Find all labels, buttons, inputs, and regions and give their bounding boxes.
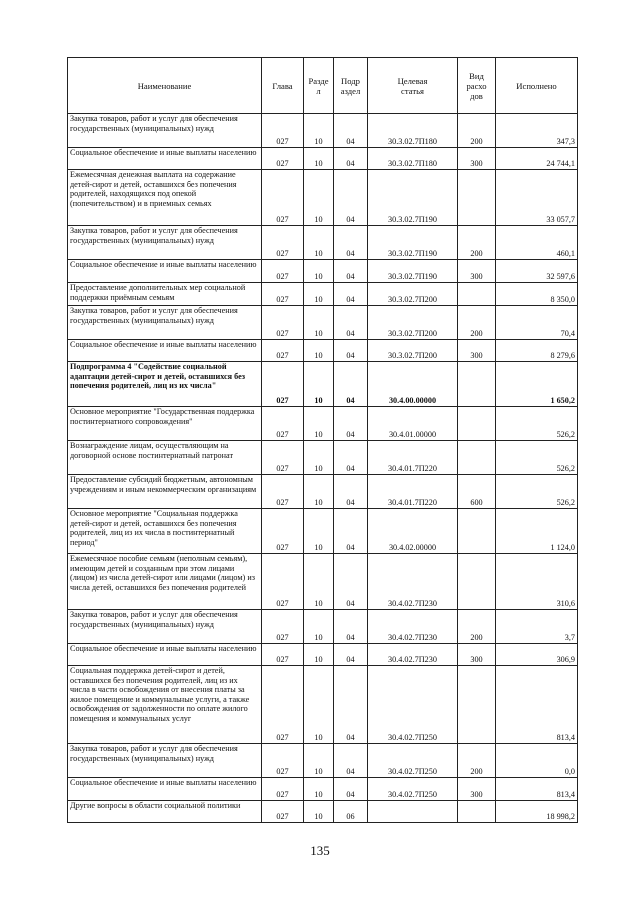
row-name: Социальное обеспечение и иные выплаты населению (68, 778, 262, 801)
row-chapter: 027 (262, 610, 304, 644)
row-name: Основное мероприятие "Социальная поддержка детей-сирот и детей, оставшихся без попечения родителей, лиц из их числа в постинтернатный период" (68, 509, 262, 554)
row-expense-type (458, 407, 496, 441)
row-subsection: 04 (334, 340, 368, 362)
table-row (68, 170, 578, 226)
row-section: 10 (304, 340, 334, 362)
row-section: 10 (304, 260, 334, 283)
row-name: Закупка товаров, работ и услуг для обеспечения государственных (муниципальных) нужд (68, 114, 262, 148)
row-subsection: 04 (334, 554, 368, 610)
table-row (68, 610, 578, 644)
row-subsection: 04 (334, 362, 368, 407)
row-subsection: 04 (334, 644, 368, 666)
row-expense-type (458, 509, 496, 554)
row-executed: 0,0 (496, 744, 578, 778)
row-target: 30.4.01.7П220 (368, 441, 458, 475)
row-chapter: 027 (262, 170, 304, 226)
table-row (68, 778, 578, 801)
row-executed: 526,2 (496, 475, 578, 509)
row-executed: 24 744,1 (496, 148, 578, 170)
table-row (68, 407, 578, 441)
row-subsection: 04 (334, 666, 368, 744)
row-executed: 3,7 (496, 610, 578, 644)
row-subsection: 04 (334, 226, 368, 260)
row-expense-type (458, 801, 496, 823)
row-section: 10 (304, 801, 334, 823)
table-row (68, 666, 578, 744)
row-section: 10 (304, 644, 334, 666)
table-row (68, 283, 578, 306)
row-expense-type: 300 (458, 260, 496, 283)
row-expense-type (458, 554, 496, 610)
row-section: 10 (304, 306, 334, 340)
row-chapter: 027 (262, 340, 304, 362)
row-section: 10 (304, 744, 334, 778)
row-executed: 1 124,0 (496, 509, 578, 554)
row-executed: 306,9 (496, 644, 578, 666)
row-chapter: 027 (262, 666, 304, 744)
row-target: 30.3.02.7П200 (368, 306, 458, 340)
table-row (68, 801, 578, 823)
row-name: Ежемесячное пособие семьям (неполным семьям), имеющим детей и созданным при этом лицами (лицом) из числа детей-сирот или лицами (лицом) из числа детей, оставшихся без попечения родителей (68, 554, 262, 610)
row-expense-type: 600 (458, 475, 496, 509)
row-subsection: 04 (334, 744, 368, 778)
row-chapter: 027 (262, 554, 304, 610)
row-chapter: 027 (262, 644, 304, 666)
row-target: 30.4.02.7П230 (368, 610, 458, 644)
row-name: Закупка товаров, работ и услуг для обеспечения государственных (муниципальных) нужд (68, 610, 262, 644)
row-name: Закупка товаров, работ и услуг для обеспечения государственных (муниципальных) нужд (68, 306, 262, 340)
row-executed: 18 998,2 (496, 801, 578, 823)
row-name: Социальное обеспечение и иные выплаты населению (68, 260, 262, 283)
row-expense-type (458, 666, 496, 744)
row-name: Подпрограмма 4 "Содействие социальной адаптации детей-сирот и детей, оставшихся без попечения родителей, лиц из их числа" (68, 362, 262, 407)
row-target: 30.4.01.7П220 (368, 475, 458, 509)
table-row (68, 475, 578, 509)
row-executed: 813,4 (496, 666, 578, 744)
row-executed: 70,4 (496, 306, 578, 340)
table-row (68, 260, 578, 283)
row-expense-type: 200 (458, 306, 496, 340)
row-target: 30.4.02.00000 (368, 509, 458, 554)
table-row (68, 744, 578, 778)
row-subsection: 04 (334, 475, 368, 509)
row-target: 30.3.02.7П180 (368, 114, 458, 148)
row-target: 30.3.02.7П190 (368, 226, 458, 260)
row-expense-type: 200 (458, 610, 496, 644)
table-row (68, 644, 578, 666)
table-body (68, 114, 578, 823)
row-subsection: 04 (334, 509, 368, 554)
row-executed: 8 279,6 (496, 340, 578, 362)
row-target: 30.4.02.7П250 (368, 666, 458, 744)
table-row (68, 340, 578, 362)
row-section: 10 (304, 226, 334, 260)
header-expense-type: Вид расхо дов (458, 58, 496, 114)
row-chapter: 027 (262, 778, 304, 801)
row-section: 10 (304, 170, 334, 226)
row-target: 30.3.02.7П180 (368, 148, 458, 170)
row-expense-type: 200 (458, 226, 496, 260)
table-row (68, 441, 578, 475)
row-name: Закупка товаров, работ и услуг для обеспечения государственных (муниципальных) нужд (68, 226, 262, 260)
row-name: Другие вопросы в области социальной политики (68, 801, 262, 823)
row-section: 10 (304, 114, 334, 148)
row-subsection: 04 (334, 441, 368, 475)
row-chapter: 027 (262, 306, 304, 340)
row-target: 30.4.02.7П230 (368, 554, 458, 610)
row-executed: 526,2 (496, 441, 578, 475)
row-executed: 460,1 (496, 226, 578, 260)
row-name: Предоставление дополнительных мер социальной поддержки приёмным семьям (68, 283, 262, 306)
row-name: Социальное обеспечение и иные выплаты населению (68, 148, 262, 170)
row-chapter: 027 (262, 226, 304, 260)
header-section: Разде л (304, 58, 334, 114)
row-expense-type: 300 (458, 778, 496, 801)
row-name: Предоставление субсидий бюджетным, автономным учреждениям и иным некоммерческим организациям (68, 475, 262, 509)
row-target: 30.4.02.7П250 (368, 744, 458, 778)
row-expense-type (458, 283, 496, 306)
row-subsection: 06 (334, 801, 368, 823)
row-chapter: 027 (262, 407, 304, 441)
row-section: 10 (304, 778, 334, 801)
row-executed: 347,3 (496, 114, 578, 148)
row-executed: 32 597,6 (496, 260, 578, 283)
table-row (68, 306, 578, 340)
row-section: 10 (304, 610, 334, 644)
row-subsection: 04 (334, 114, 368, 148)
header-subsection: Подр аздел (334, 58, 368, 114)
header-target: Целевая статья (368, 58, 458, 114)
row-subsection: 04 (334, 283, 368, 306)
row-subsection: 04 (334, 610, 368, 644)
row-target: 30.3.02.7П200 (368, 283, 458, 306)
budget-execution-table (67, 57, 578, 823)
header-executed: Исполнено (496, 58, 578, 114)
header-chapter: Глава (262, 58, 304, 114)
row-subsection: 04 (334, 148, 368, 170)
row-target: 30.4.01.00000 (368, 407, 458, 441)
row-chapter: 027 (262, 801, 304, 823)
table-row (68, 148, 578, 170)
row-chapter: 027 (262, 362, 304, 407)
row-executed: 33 057,7 (496, 170, 578, 226)
row-expense-type (458, 441, 496, 475)
row-expense-type: 300 (458, 340, 496, 362)
row-section: 10 (304, 475, 334, 509)
row-executed: 1 650,2 (496, 362, 578, 407)
row-executed: 310,6 (496, 554, 578, 610)
row-target: 30.3.02.7П190 (368, 260, 458, 283)
row-section: 10 (304, 148, 334, 170)
row-subsection: 04 (334, 170, 368, 226)
row-subsection: 04 (334, 260, 368, 283)
row-section: 10 (304, 441, 334, 475)
row-subsection: 04 (334, 306, 368, 340)
row-chapter: 027 (262, 114, 304, 148)
row-expense-type (458, 362, 496, 407)
row-expense-type: 200 (458, 744, 496, 778)
row-section: 10 (304, 554, 334, 610)
row-name: Социальное обеспечение и иные выплаты населению (68, 340, 262, 362)
row-name: Социальное обеспечение и иные выплаты населению (68, 644, 262, 666)
row-chapter: 027 (262, 283, 304, 306)
row-target: 30.3.02.7П190 (368, 170, 458, 226)
row-subsection: 04 (334, 778, 368, 801)
row-expense-type: 300 (458, 148, 496, 170)
row-name: Социальная поддержка детей-сирот и детей, оставшихся без попечения родителей, лиц из их числа в части освобождения от внесения платы за жилое помещение и коммунальные услуги, а также освобождения от задолженности по оплате жилого помещения и коммунальных услуг (68, 666, 262, 744)
page-number: 135 (310, 843, 330, 858)
row-executed: 813,4 (496, 778, 578, 801)
row-chapter: 027 (262, 441, 304, 475)
row-expense-type: 200 (458, 114, 496, 148)
table-row (68, 114, 578, 148)
row-name: Вознаграждение лицам, осуществляющим на договорной основе постинтернатный патронат (68, 441, 262, 475)
row-target: 30.4.02.7П250 (368, 778, 458, 801)
row-target (368, 801, 458, 823)
row-executed: 526,2 (496, 407, 578, 441)
row-chapter: 027 (262, 260, 304, 283)
row-section: 10 (304, 666, 334, 744)
row-executed: 8 350,0 (496, 283, 578, 306)
row-target: 30.4.02.7П230 (368, 644, 458, 666)
table-row (68, 362, 578, 407)
row-name: Закупка товаров, работ и услуг для обеспечения государственных (муниципальных) нужд (68, 744, 262, 778)
row-section: 10 (304, 407, 334, 441)
table-row (68, 509, 578, 554)
row-chapter: 027 (262, 744, 304, 778)
row-section: 10 (304, 509, 334, 554)
row-expense-type: 300 (458, 644, 496, 666)
row-expense-type (458, 170, 496, 226)
table-row (68, 226, 578, 260)
table-row (68, 554, 578, 610)
row-name: Основное мероприятие "Государственная поддержка постинтернатного сопровождения" (68, 407, 262, 441)
row-section: 10 (304, 283, 334, 306)
row-chapter: 027 (262, 475, 304, 509)
row-chapter: 027 (262, 148, 304, 170)
row-name: Ежемесячная денежная выплата на содержание детей-сирот и детей, оставшихся без попечения родителей, находящихся под опекой (попечительством) и в приемных семьях (68, 170, 262, 226)
row-target: 30.3.02.7П200 (368, 340, 458, 362)
row-chapter: 027 (262, 509, 304, 554)
row-target: 30.4.00.00000 (368, 362, 458, 407)
row-subsection: 04 (334, 407, 368, 441)
header-name: Наименование (68, 58, 262, 114)
table-header-row (68, 58, 578, 114)
row-section: 10 (304, 362, 334, 407)
